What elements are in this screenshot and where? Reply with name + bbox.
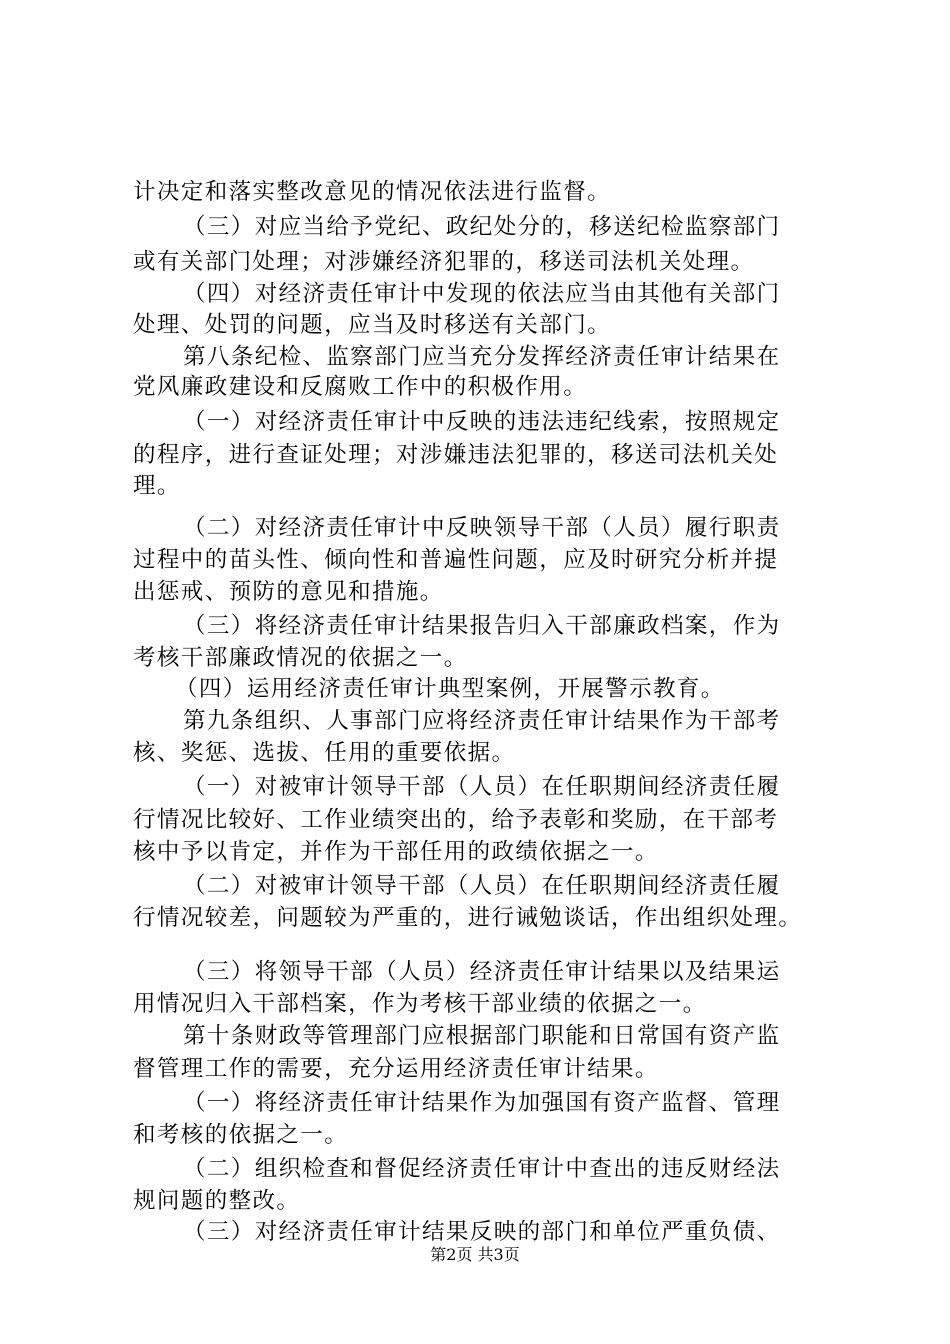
text-line: 出惩戒、预防的意见和措施。 [133, 579, 444, 605]
text-line: （四）对经济责任审计中发现的依法应当由其他有关部门 [183, 281, 781, 307]
text-line: 规问题的整改。 [133, 1188, 301, 1214]
text-line: 行情况比较好、工作业绩突出的，给予表彰和奖励，在干部考 [133, 807, 779, 833]
text-line: 核、奖惩、选拔、任用的重要依据。 [133, 740, 516, 766]
text-line: （二）组织检查和督促经济责任审计中查出的违反财经法 [183, 1156, 781, 1182]
text-line: 和考核的依据之一。 [133, 1122, 349, 1148]
text-line: 处理、处罚的问题，应当及时移送有关部门。 [133, 312, 612, 338]
text-line: （一）对被审计领导干部（人员）在任职期间经济责任履 [183, 774, 781, 800]
text-line: 第九条组织、人事部门应将经济责任审计结果作为干部考 [183, 708, 781, 734]
text-line: 行情况较差，问题较为严重的，进行诫勉谈话，作出组织处理。 [133, 905, 803, 931]
text-line: （一）对经济责任审计中反映的违法违纪线索，按照规定 [183, 409, 781, 435]
text-line: 用情况归入干部档案，作为考核干部业绩的依据之一。 [133, 991, 707, 1017]
text-line: 计决定和落实整改意见的情况依法进行监督。 [133, 179, 612, 205]
page-footer: 第2页 共3页 [430, 1245, 520, 1264]
text-line: （一）将经济责任审计结果作为加强国有资产监督、管理 [183, 1090, 781, 1116]
text-line: 第十条财政等管理部门应根据部门职能和日常国有资产监 [183, 1023, 781, 1049]
text-line: （四）运用经济责任审计典型案例，开展警示教育。 [175, 676, 725, 702]
text-line: 过程中的苗头性、倾向性和普遍性问题，应及时研究分析并提 [133, 547, 779, 573]
text-line: （二）对被审计领导干部（人员）在任职期间经济责任履 [183, 873, 781, 899]
text-line: 第八条纪检、监察部门应当充分发挥经济责任审计结果在 [183, 344, 781, 370]
text-line: （三）将经济责任审计结果报告归入干部廉政档案，作为 [183, 613, 781, 639]
text-line: 核中予以肯定，并作为干部任用的政绩依据之一。 [133, 839, 659, 865]
text-line: 党风廉政建设和反腐败工作中的积极作用。 [133, 374, 588, 400]
text-line: （三）将领导干部（人员）经济责任审计结果以及结果运 [183, 959, 781, 985]
text-line: 督管理工作的需要，充分运用经济责任审计结果。 [133, 1056, 659, 1082]
text-line: （三）对经济责任审计结果反映的部门和单位严重负债、 [183, 1219, 781, 1245]
text-line: （二）对经济责任审计中反映领导干部（人员）履行职责 [183, 515, 781, 541]
text-line: 或有关部门处理；对涉嫌经济犯罪的，移送司法机关处理。 [133, 249, 755, 275]
text-line: 考核干部廉政情况的依据之一。 [133, 645, 468, 671]
text-line: 的程序，进行查证处理；对涉嫌违法犯罪的，移送司法机关处 [133, 442, 779, 468]
text-line: 理。 [133, 473, 181, 499]
text-line: （三）对应当给予党纪、政纪处分的，移送纪检监察部门 [183, 214, 781, 240]
